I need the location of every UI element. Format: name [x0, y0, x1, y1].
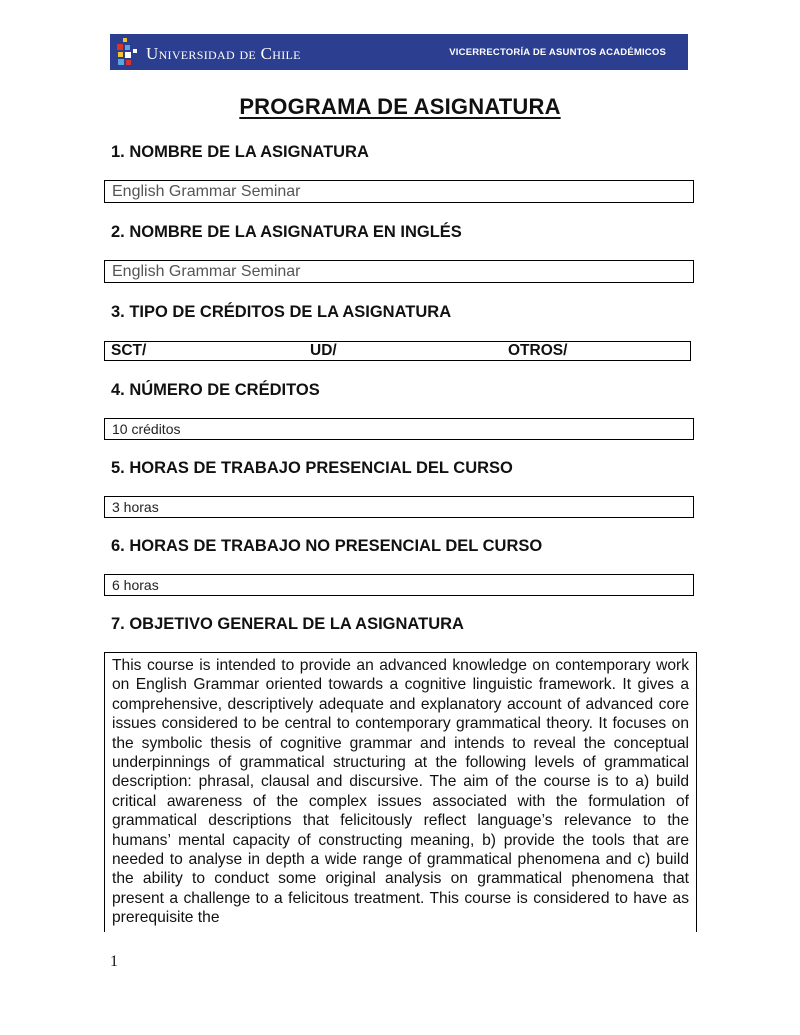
credits-number-field [104, 418, 694, 440]
course-name-value: English Grammar Seminar [112, 183, 301, 200]
non-contact-hours-field [104, 574, 694, 596]
credit-type-otros: OTROS/ [508, 342, 568, 359]
section-6-heading: 6. HORAS DE TRABAJO NO PRESENCIAL DEL CURSO [111, 537, 543, 555]
credit-types-field [104, 341, 691, 361]
course-name-english-field [104, 260, 694, 283]
non-contact-hours-value: 6 horas [112, 577, 159, 593]
section-1-heading: 1. NOMBRE DE LA ASIGNATURA [111, 143, 369, 161]
section-5-heading: 5. HORAS DE TRABAJO PRESENCIAL DEL CURSO [111, 459, 513, 477]
general-objective-field [104, 652, 697, 932]
section-4-heading: 4. NÚMERO DE CRÉDITOS [111, 381, 320, 399]
section-2-heading: 2. NOMBRE DE LA ASIGNATURA EN INGLÉS [111, 223, 462, 241]
credit-type-sct: SCT/ [111, 342, 147, 359]
credits-number-value: 10 créditos [112, 421, 181, 437]
page-title: PROGRAMA DE ASIGNATURA [239, 94, 561, 119]
office-name: VICERRECTORÍA DE ASUNTOS ACADÉMICOS [449, 47, 666, 58]
course-name-english-value: English Grammar Seminar [112, 263, 301, 280]
course-name-field [104, 180, 694, 203]
section-3-heading: 3. TIPO DE CRÉDITOS DE LA ASIGNATURA [111, 303, 452, 321]
header-banner [110, 34, 688, 70]
university-crest-icon [114, 37, 142, 67]
university-name: Universidad de Chile [146, 44, 301, 63]
contact-hours-value: 3 horas [112, 499, 159, 515]
section-7-heading: 7. OBJETIVO GENERAL DE LA ASIGNATURA [111, 615, 464, 633]
credit-type-ud: UD/ [310, 342, 337, 359]
contact-hours-field [104, 496, 694, 518]
general-objective-text: This course is intended to provide an advanced knowledge on contemporary work on English Grammar oriented towards a cognitive linguistic framework. It gives a comprehensive, descriptively adequate and explanatory account of advanced core issues considered to be central to contemporary grammatical theory. It focuses on the symbolic thesis of cognitive grammar and intends to reveal the conceptual underpinnings of grammatical structuring at the following levels of grammatical description: phrasal, clausal and discursive. The aim of the course is to a) build critical awareness of the complex issues associated with the formulation of grammatical descriptions that felicitously reflect language’s relevance to the humans’ mental capacity of constructing meaning, b) provide the tools that are needed to analyse in depth a wide range of grammatical phenomena and c) build the ability to conduct some original analysis on grammatical phenomena that present a challenge to a felicitous treatment. This course is considered to have as prerequisite the [112, 657, 689, 927]
page-number: 1 [110, 953, 118, 970]
